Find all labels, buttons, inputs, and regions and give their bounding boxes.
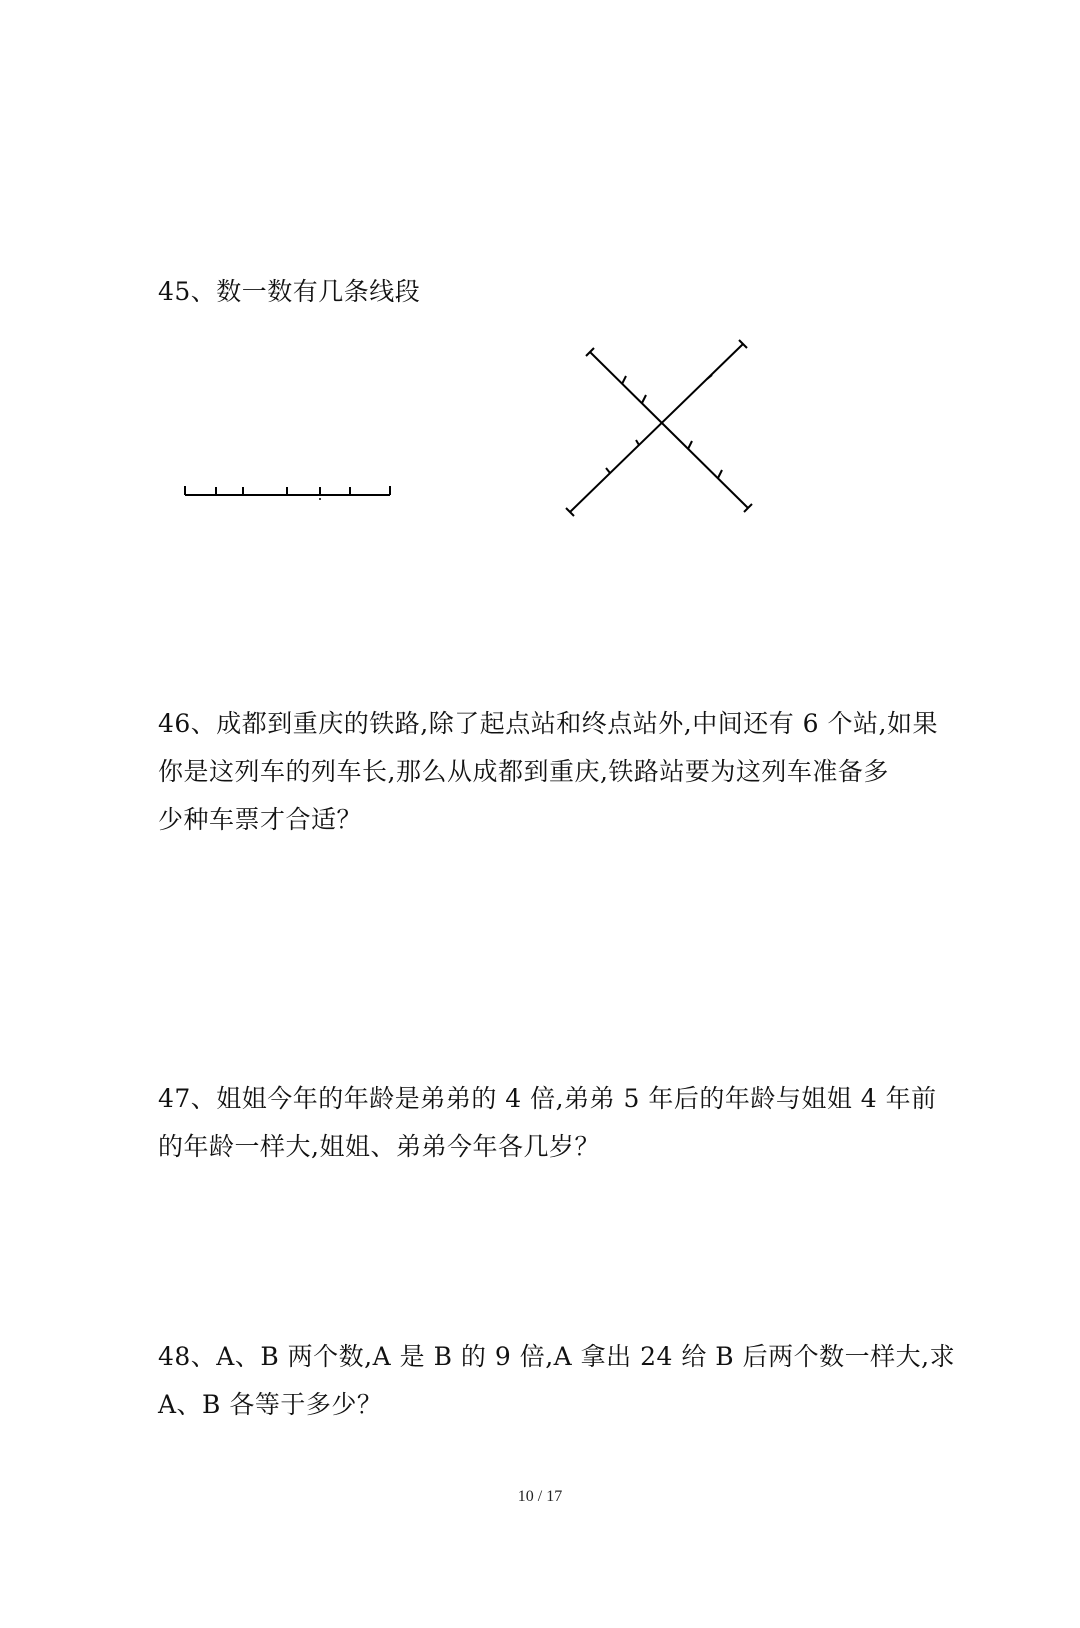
cross-line-ascending xyxy=(570,344,743,512)
question-48 xyxy=(158,1333,956,1429)
question-47-line-2: 的年龄一样大,姐姐、弟弟今年各几岁？ xyxy=(158,1132,600,1161)
cross-tick xyxy=(718,470,722,478)
cross-tick xyxy=(642,395,646,403)
segment-figure-horizontal xyxy=(180,478,400,508)
cross-tick xyxy=(622,376,626,384)
question-48-line-1: 48、A、B 两个数,A 是 B 的 9 倍,A 拿出 24 给 B 后两个数一样大,求 xyxy=(158,1342,956,1371)
cross-tick xyxy=(606,468,610,473)
question-46-line-3: 少种车票才合适？ xyxy=(158,805,363,834)
question-46 xyxy=(158,700,948,844)
cross-tick xyxy=(688,441,692,449)
question-48-line-2: A、B 各等于多少？ xyxy=(158,1390,383,1419)
question-47-line-1: 47、姐姐今年的年龄是弟弟的 4 倍,弟弟 5 年后的年龄与姐姐 4 年前 xyxy=(158,1084,937,1113)
cross-tick xyxy=(636,440,639,445)
page-number: 10 / 17 xyxy=(517,1488,563,1505)
question-47 xyxy=(158,1075,948,1171)
cross-line-descending xyxy=(590,352,748,508)
question-46-line-1: 46、成都到重庆的铁路,除了起点站和终点站外,中间还有 6 个站,如果 xyxy=(158,709,938,738)
question-45-line-1: 45、数一数有几条线段 xyxy=(158,277,421,306)
question-46-line-2: 你是这列车的列车长,那么从成都到重庆,铁路站要为这列车准备多 xyxy=(158,757,889,786)
question-45 xyxy=(158,268,948,316)
segment-dot xyxy=(319,498,321,500)
segment-figure-cross xyxy=(560,330,760,530)
